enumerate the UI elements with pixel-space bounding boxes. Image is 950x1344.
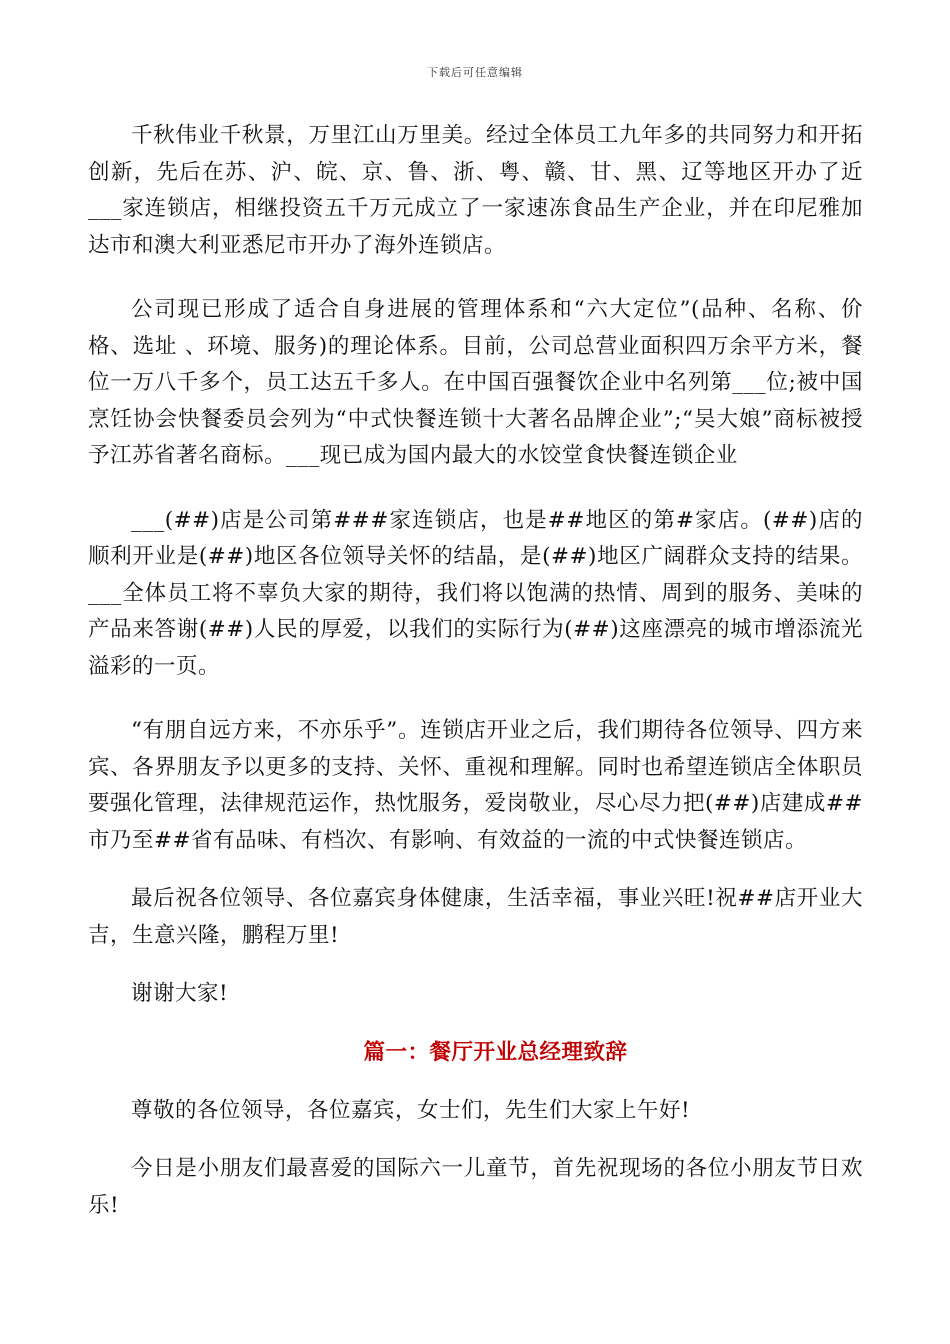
paragraph-store-opening: ___(##)店是公司第###家连锁店，也是##地区的第#家店。(##)店的顺利开业是(##)地区各位领导关怀的结晶，是(##)地区广阔群众支持的结果。___全体员工将不辜负大家的期待，我们将以饱满的热情、周到的服务、美味的产品来答谢(##)人民的厚爱，以我们的实际行为(##)这座漂亮的城市增添流光溢彩的一页。 (88, 507, 863, 679)
section-heading: 篇一：餐厅开业总经理致辞 (363, 1039, 628, 1065)
paragraph-thanks: 谢谢大家! (131, 981, 229, 1006)
paragraph-blessings: 最后祝各位领导、各位嘉宾身体健康，生活幸福，事业兴旺!祝##店开业大吉，生意兴隆，鹏程万里! (88, 886, 863, 948)
paragraph-history: 千秋伟业千秋景，万里江山万里美。经过全体员工九年多的共同努力和开拓创新，先后在苏、沪、皖、京、鲁、浙、粤、赣、甘、黑、辽等地区开办了近___家连锁店，相继投资五千万元成立了一家速冻食品生产企业，并在印尼雅加达市和澳大利亚悉尼市开办了海外连锁店。 (88, 123, 863, 258)
document-body (88, 118, 863, 1224)
paragraph-expectations: “有朋自远方来，不亦乐乎”。连锁店开业之后，我们期待各位领导、四方来宾、各界朋友予以更多的支持、关怀、重视和理解。同时也希望连锁店全体职员要强化管理，法律规范运作，热忱服务，爱岗敬业，尽心尽力把(##)店建成##市乃至##省有品味、有档次、有影响、有效益的一流的中式快餐连锁店。 (88, 718, 863, 853)
page-header-note: 下载后可任意编辑 (427, 66, 523, 79)
paragraph-management-system: 公司现已形成了适合自身进展的管理体系和“六大定位”(品种、名称、价格、选址 、环境、服务)的理论体系。目前，公司总营业面积四万余平方米，餐位一万八千多个，员工达五千多人。在中国百强餐饮企业中名列第___位;被中国烹饪协会快餐委员会列为“中式快餐连锁十大著名品牌企业”;“吴大娘”商标被授予江苏省著名商标。___现已成为国内最大的水饺堂食快餐连锁企业 (88, 297, 863, 468)
paragraph-greeting: 尊敬的各位领导，各位嘉宾，女士们，先生们大家上午好! (131, 1097, 691, 1123)
paragraph-childrens-day: 今日是小朋友们最喜爱的国际六一儿童节，首先祝现场的各位小朋友节日欢乐! (88, 1156, 863, 1218)
